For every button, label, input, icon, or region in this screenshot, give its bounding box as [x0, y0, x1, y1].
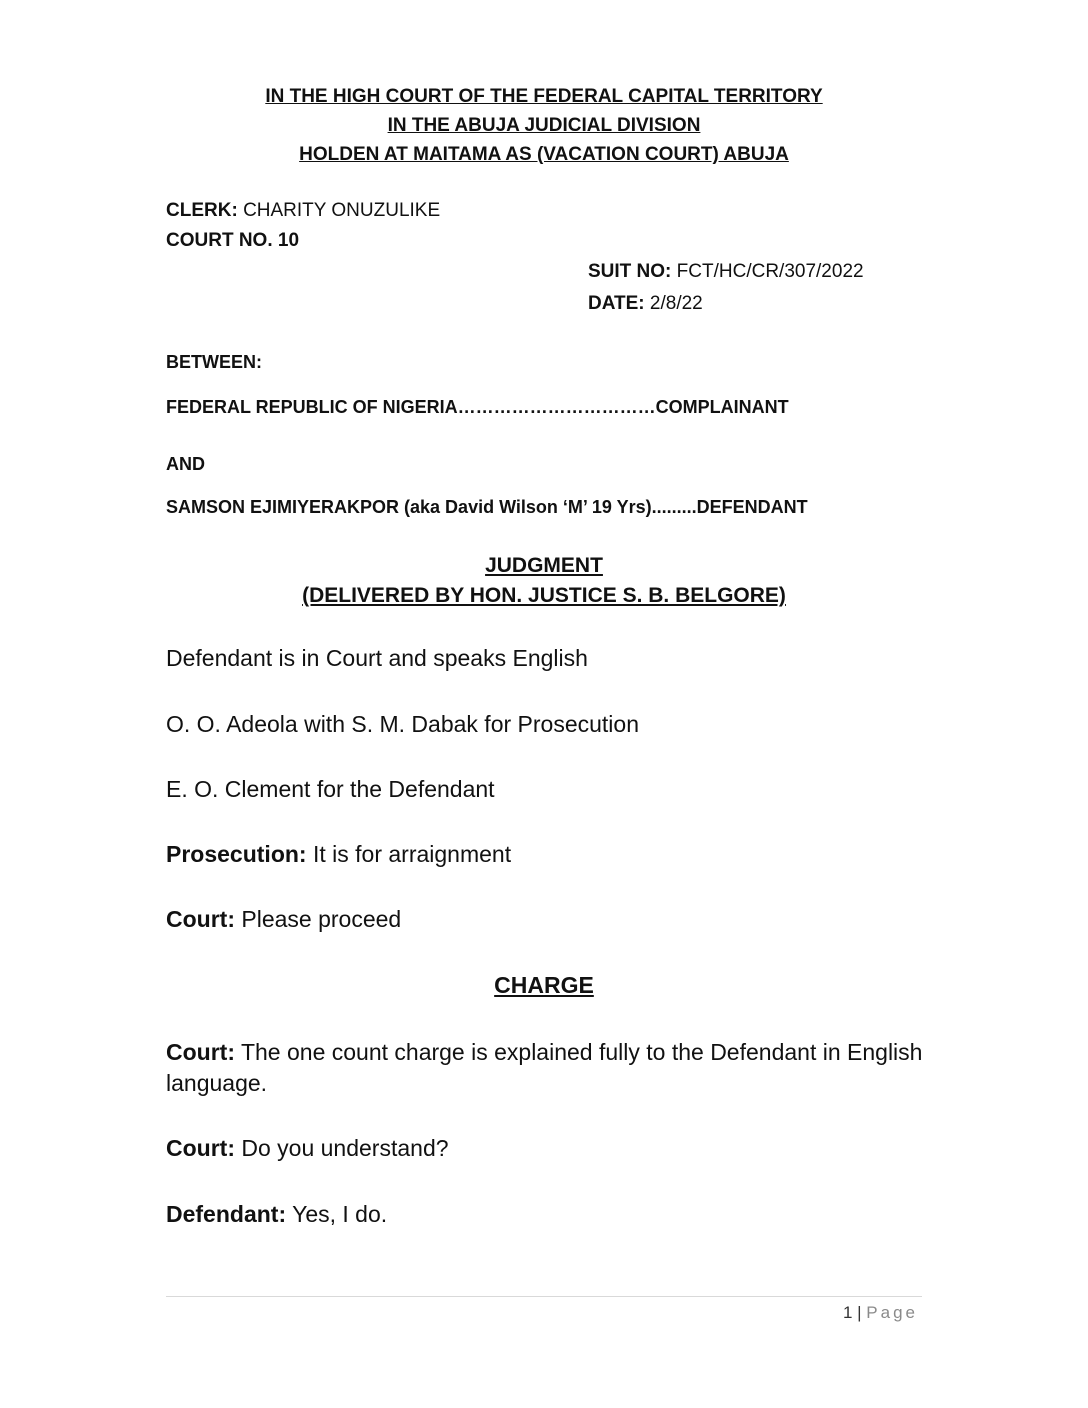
- speaker-label: Court:: [166, 906, 235, 932]
- suit-line: [588, 261, 864, 283]
- page-footer: [843, 1303, 918, 1323]
- paragraph-prosecution-statement: [166, 841, 511, 868]
- clerk-value: CHARITY ONUZULIKE: [243, 200, 441, 221]
- date-label: DATE:: [588, 293, 645, 314]
- page-word: Page: [866, 1303, 918, 1322]
- suit-value: FCT/HC/CR/307/2022: [676, 261, 864, 282]
- charge-heading: CHARGE: [494, 972, 594, 998]
- footer-divider: [166, 1296, 922, 1297]
- speaker-label: Prosecution:: [166, 841, 307, 867]
- paragraph-defence-counsel: E. O. Clement for the Defendant: [166, 776, 495, 802]
- judgment-subtitle: (DELIVERED BY HON. JUSTICE S. B. BELGORE): [302, 584, 786, 607]
- clerk-label: CLERK:: [166, 200, 238, 221]
- court-header-line-2: IN THE ABUJA JUDICIAL DIVISION: [387, 115, 701, 136]
- speaker-text: It is for arraignment: [306, 841, 512, 867]
- paragraph-court-charge: [166, 1037, 936, 1099]
- speaker-text: Please proceed: [234, 906, 402, 932]
- clerk-line: [166, 200, 440, 222]
- date-line: [588, 293, 703, 315]
- paragraph-appearance: Defendant is in Court and speaks English: [166, 645, 588, 671]
- paragraph-defendant-answer: [166, 1201, 387, 1228]
- page-number: 1: [842, 1303, 853, 1322]
- page-separator: |: [852, 1303, 867, 1322]
- suit-label: SUIT NO:: [588, 261, 672, 282]
- date-value: 2/8/22: [649, 293, 703, 314]
- court-number: COURT NO. 10: [166, 230, 300, 251]
- and-label: AND: [166, 454, 205, 474]
- paragraph-court-proceed: [166, 906, 401, 933]
- between-label: BETWEEN:: [166, 352, 262, 372]
- speaker-label: Court:: [166, 1039, 235, 1065]
- paragraph-prosecution-counsel: O. O. Adeola with S. M. Dabak for Prosecution: [166, 711, 639, 737]
- speaker-text: The one count charge is explained fully to the Defendant in English language.: [166, 1039, 923, 1096]
- speaker-text: Yes, I do.: [286, 1201, 388, 1227]
- speaker-label: Defendant:: [166, 1201, 287, 1227]
- paragraph-court-question: [166, 1135, 449, 1162]
- court-header-line-1: IN THE HIGH COURT OF THE FEDERAL CAPITAL TERRITORY: [265, 86, 823, 107]
- speaker-label: Court:: [166, 1135, 235, 1161]
- court-header-line-3: HOLDEN AT MAITAMA AS (VACATION COURT) ABUJA: [299, 144, 789, 165]
- complainant-line: FEDERAL REPUBLIC OF NIGERIA……………………………COMPLAINANT: [166, 397, 789, 417]
- speaker-text: Do you understand?: [234, 1135, 449, 1161]
- defendant-line: SAMSON EJIMIYERAKPOR (aka David Wilson ‘M’ 19 Yrs).........DEFENDANT: [166, 497, 808, 517]
- judgment-title: JUDGMENT: [485, 554, 603, 577]
